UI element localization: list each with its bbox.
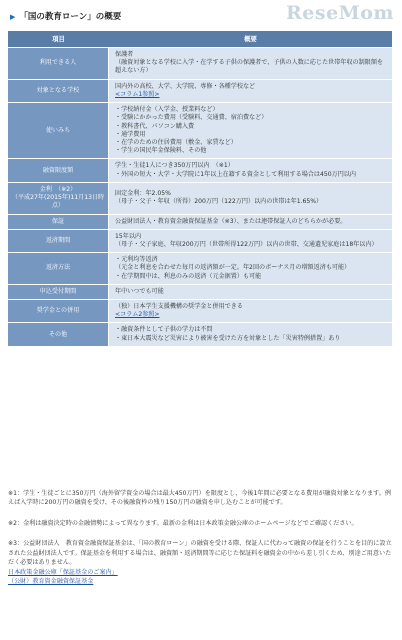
table-row: [8, 230, 392, 252]
row-value-line: ・元利均等返済: [115, 256, 158, 264]
row-value-line: （独）日本学生支援機構の奨学金と併用できる: [115, 303, 243, 311]
row-label-text: 返済方法: [45, 264, 71, 272]
row-value-line: ・在学のための住居費用（敷金、家賃など）: [115, 138, 237, 146]
loan-overview-table: [8, 30, 392, 347]
row-label: [8, 80, 109, 102]
header-overview: 概要: [109, 31, 392, 47]
row-label-text: 返済期間: [45, 236, 71, 244]
table-row: [8, 323, 392, 345]
row-label-text: 利用できる人: [39, 59, 77, 67]
row-label: [8, 253, 109, 284]
row-value-line: 年中いつでも可能: [115, 287, 164, 295]
row-value: [109, 159, 392, 181]
header-item: 項目: [8, 31, 109, 47]
triangle-bullet-icon: ▶: [10, 13, 16, 21]
table-row: [8, 80, 392, 102]
row-value: [109, 80, 392, 102]
row-label: [8, 215, 109, 229]
row-value-line: （融資対象となる学校に入学・在学する子供の保護者で、子供の人数に応じた世帯年収の制限額を超えない方）: [115, 59, 384, 75]
row-value: [109, 215, 392, 229]
row-value-line: 公益財団法人・教育資金融資保証基金（※3）、または連帯保証人のどちらかが必要。: [115, 217, 347, 225]
table-row: [8, 215, 392, 229]
table-row: [8, 183, 392, 214]
row-value: [109, 285, 392, 299]
site-logo: ReseMom: [286, 2, 394, 24]
row-label-text: （平成27年(2015年)11月13日時点）: [11, 194, 105, 210]
table-header-row: [8, 31, 392, 47]
table-row: [8, 48, 392, 79]
row-value: [109, 323, 392, 345]
guarantee-fund-link[interactable]: （公財）教育資金融資保証基金: [8, 578, 94, 586]
row-value: [109, 230, 392, 252]
row-value-line: ・学校納付金（入学金、授業料など）: [115, 106, 219, 114]
table-row: [8, 300, 392, 322]
row-value-line: ・通学費用: [115, 130, 146, 138]
row-value-line: （母子・父子・年収（所得）200万円（122万円）以内の世帯は年1.65%）: [115, 198, 323, 206]
table-row: [8, 159, 392, 181]
row-value-line: （元金と利息を合わせた毎月の返済額が一定。年2回のボーナス月の増額返済も可能）: [115, 264, 351, 272]
row-label: [8, 103, 109, 158]
row-value-line: 15年以内: [115, 232, 142, 240]
row-value: [109, 48, 392, 79]
row-value-line: ・融資条件として子供の学力は不問: [115, 326, 213, 334]
row-label: [8, 285, 109, 299]
table-row: [8, 253, 392, 284]
row-label-text: その他: [48, 330, 68, 338]
guarantee-fund-guide-link[interactable]: 日本政策金融公庫「保証基金のご案内」: [8, 568, 118, 576]
row-label: [8, 159, 109, 181]
row-label-text: 対象となる学校: [36, 86, 80, 94]
row-label: [8, 300, 109, 322]
table-row: [8, 103, 392, 158]
row-value-line: 保護者: [115, 51, 134, 58]
row-label-text: 保証: [51, 217, 65, 225]
row-value: [109, 253, 392, 284]
row-label: [8, 230, 109, 252]
row-value-line: ・受験にかかった費用（受験料、交通費、宿泊費など）: [115, 114, 268, 122]
row-value-line: （母子・父子家庭、年収200万円（世帯所得122万円）以内の世帯、交通遺児家庭は18年以内）: [115, 240, 378, 248]
row-label-text: 申込受付期間: [39, 287, 77, 295]
row-value-line: ・学生の国民年金保険料、その他: [115, 147, 207, 155]
footnote-3: ※3：公益財団法人 教育資金融資保証基金は、「国の教育ローン」の融資を受ける際、保証人に代わって融資の保証を行うことを目的に設立された公益財団法人です。保証基金を利用する場合は、融資額・返済期間等に応じた保証料を融資金の中から差し引くため、別途ご用意いただく必要はありません。: [8, 540, 392, 567]
row-value: [109, 300, 392, 322]
row-label-text: 金利 （※2）: [39, 185, 77, 193]
row-label-text: 使いみち: [45, 126, 71, 134]
row-value-line: ・外国の短大・大学・大学院に1年以上在籍する資金として利用する場合は450万円以内: [115, 170, 356, 178]
row-label: [8, 323, 109, 345]
row-value: [109, 183, 392, 214]
column-link[interactable]: <コラム2参照>: [115, 311, 160, 319]
row-label-text: 奨学金との併用: [36, 307, 80, 315]
footnote-2: ※2：金利は融資決定時の金融情勢によって異なります。最新の金利は日本政策金融公庫のホームページなどでご確認ください。: [8, 519, 358, 527]
column-link[interactable]: <コラム1参照>: [115, 90, 160, 98]
footnotes: [8, 489, 392, 587]
row-label-text: 融資限度額: [42, 166, 74, 174]
reference-links: [8, 568, 392, 588]
row-value-line: 学生・生徒1人につき350万円以内 （※1）: [115, 162, 234, 170]
row-value-line: 固定金利：年2.05%: [115, 189, 171, 197]
row-value: [109, 103, 392, 158]
section-heading-text: 「国の教育ローン」の概要: [19, 12, 122, 22]
row-value-line: ・東日本大震災など災害により被害を受けた方を対象とした「災害特例措置」あり: [115, 334, 341, 342]
footnote-1: ※1：学生・生徒ごとに350万円（海外留学資金の場合は最大450万円）を限度とし、今後1年間に必要となる費用が融資対象となります。例えば入学時に200万円の融資を受け、その後融資枠の残り150万円の融資を申し込むことが可能です。: [8, 490, 391, 507]
row-value-line: ・教科書代、パソコン購入費: [115, 122, 195, 130]
section-heading: [10, 10, 121, 22]
table-row: [8, 285, 392, 299]
row-value-line: 国内外の高校、大学、大学院、専修・各種学校など: [115, 82, 256, 90]
row-label: [8, 183, 109, 214]
row-label: [8, 48, 109, 79]
row-value-line: ・在学期間中は、利息のみの返済（元金据置）も可能: [115, 272, 262, 280]
